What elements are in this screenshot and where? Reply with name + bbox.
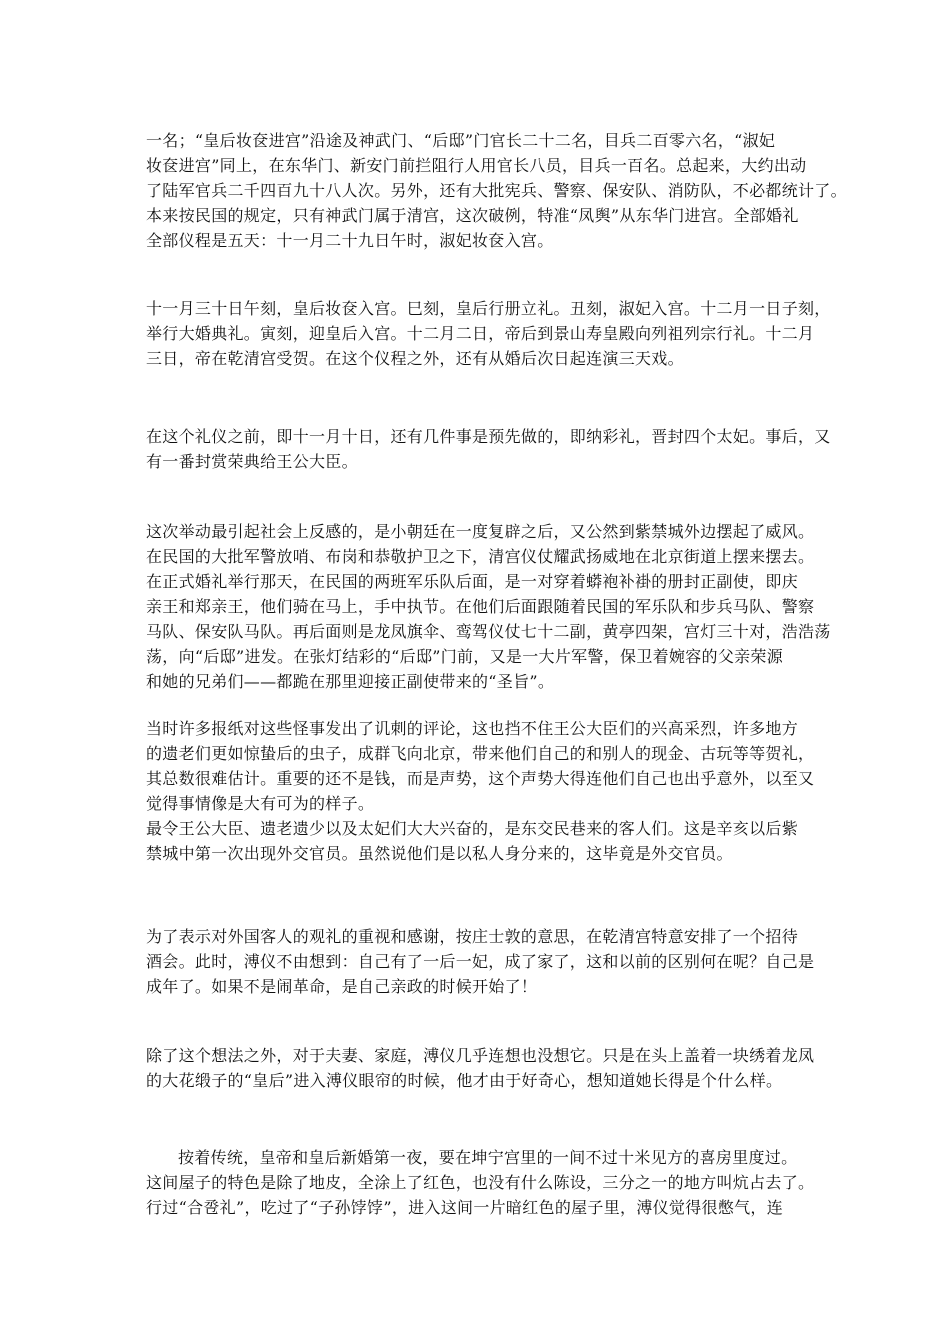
text-line: 十一月三十日午刻，皇后妆奁入宫。巳刻，皇后行册立礼。丑刻，淑妃入宫。十二月一日子刻， bbox=[146, 299, 831, 318]
text-line: 和她的兄弟们——都跪在那里迎接正副使带来的“圣旨”。 bbox=[146, 672, 555, 691]
text-line: 的大花缎子的“皇后”进入溥仪眼帘的时候，他才由于好奇心，想知道她长得是个什么样。 bbox=[146, 1071, 783, 1090]
text-line: 荡，向“后邸”进发。在张灯结彩的“后邸”门前，又是一大片军警，保卫着婉容的父亲荣源 bbox=[146, 647, 784, 666]
text-line: 这次举动最引起社会上反感的，是小朝廷在一度复辟之后，又公然到紫禁城外边摆起了威风。 bbox=[146, 522, 815, 541]
text-line: 一名；“皇后妆奁进宫”沿途及神武门、“后邸”门官长二十二名，目兵二百零六名，“淑妃 bbox=[146, 131, 776, 150]
paragraph-newspaper-comments bbox=[146, 716, 816, 866]
text-line: 马队、保安队马队。再后面则是龙凤旗伞、鸾驾仪仗七十二副，黄亭四架，宫灯三十对，浩浩荡 bbox=[146, 622, 831, 641]
text-line: 行过“合卺礼”，吃过了“子孙饽饽”，进入这间一片暗红色的屋子里，溥仪觉得很憋气，连 bbox=[146, 1198, 784, 1217]
text-line: 有一番封赏荣典给王公大臣。 bbox=[146, 452, 358, 471]
text-line: 按着传统，皇帝和皇后新婚第一夜，要在坤宁宫里的一间不过十米见方的喜房里度过。 bbox=[178, 1148, 798, 1167]
text-line: 其总数很难估计。重要的还不是钱，而是声势，这个声势大得连他们自己也出乎意外，以至又 bbox=[146, 769, 815, 788]
text-line: 的遗老们更如惊蛰后的虫子，成群飞向北京，带来他们自己的和别人的现金、古玩等等贺礼， bbox=[146, 744, 815, 763]
paragraph-ceremony-schedule bbox=[146, 296, 831, 371]
paragraph-preceding-rites bbox=[146, 424, 831, 474]
text-line: 为了表示对外国客人的观礼的重视和感谢，按庄士敦的意思，在乾清宫特意安排了一个招待 bbox=[146, 927, 799, 946]
text-line: 了陆军官兵二千四百九十八人次。另外，还有大批宪兵、警察、保安队、消防队，不必都统计了。 bbox=[146, 181, 847, 200]
text-line: 觉得事情像是大有可为的样子。 bbox=[146, 794, 375, 813]
paragraph-puyi-thoughts bbox=[146, 1043, 816, 1093]
text-line: 除了这个想法之外，对于夫妻、家庭，溥仪几乎连想也没想它。只是在头上盖着一块绣着龙凤 bbox=[146, 1046, 815, 1065]
text-line: 亲王和郑亲王，他们骑在马上，手中执节。在他们后面跟随着民国的军乐队和步兵马队、警察 bbox=[146, 597, 815, 616]
text-line: 举行大婚典礼。寅刻，迎皇后入宫。十二月二日，帝后到景山寿皇殿向列祖列宗行礼。十二月 bbox=[146, 324, 815, 343]
text-line: 这间屋子的特色是除了地皮，全涂上了红色，也没有什么陈设，三分之一的地方叫炕占去了。 bbox=[146, 1173, 815, 1192]
paragraph-public-reaction bbox=[146, 519, 831, 694]
text-line: 在民国的大批军警放哨、布岗和恭敬护卫之下，清宫仪仗耀武扬威地在北京街道上摆来摆去。 bbox=[146, 547, 815, 566]
text-line: 最令王公大臣、遗老遗少以及太妃们大大兴奋的，是东交民巷来的客人们。这是辛亥以后紫 bbox=[146, 819, 799, 838]
text-line: 在这个礼仪之前，即十一月十日，还有几件事是预先做的，即纳彩礼，晋封四个太妃。事后，又 bbox=[146, 427, 831, 446]
text-line: 全部仪程是五天：十一月二十九日午时，淑妃妆奁入宫。 bbox=[146, 231, 554, 250]
paragraph-wedding-guards bbox=[146, 128, 847, 253]
paragraph-wedding-night bbox=[146, 1145, 816, 1220]
paragraph-reception bbox=[146, 924, 816, 999]
text-line: 成年了。如果不是闹革命，是自己亲政的时候开始了！ bbox=[146, 977, 538, 996]
text-line: 妆奁进宫”同上，在东华门、新安门前拦阻行人用官长八员，目兵一百名。总起来，大约出动 bbox=[146, 156, 807, 175]
text-line: 当时许多报纸对这些怪事发出了讥刺的评论，这也挡不住王公大臣们的兴高采烈，许多地方 bbox=[146, 719, 799, 738]
text-line: 三日，帝在乾清宫受贺。在这个仪程之外，还有从婚后次日起连演三天戏。 bbox=[146, 349, 684, 368]
text-line: 本来按民国的规定，只有神武门属于清宫，这次破例，特准“凤舆”从东华门进宫。全部婚礼 bbox=[146, 206, 799, 225]
text-line: 禁城中第一次出现外交官员。虽然说他们是以私人身分来的，这毕竟是外交官员。 bbox=[146, 844, 733, 863]
text-line: 酒会。此时，溥仪不由想到：自己有了一后一妃，成了家了，这和以前的区别何在呢？自己是 bbox=[146, 952, 815, 971]
text-line: 在正式婚礼举行那天，在民国的两班军乐队后面，是一对穿着蟒袍补褂的册封正副使，即庆 bbox=[146, 572, 799, 591]
